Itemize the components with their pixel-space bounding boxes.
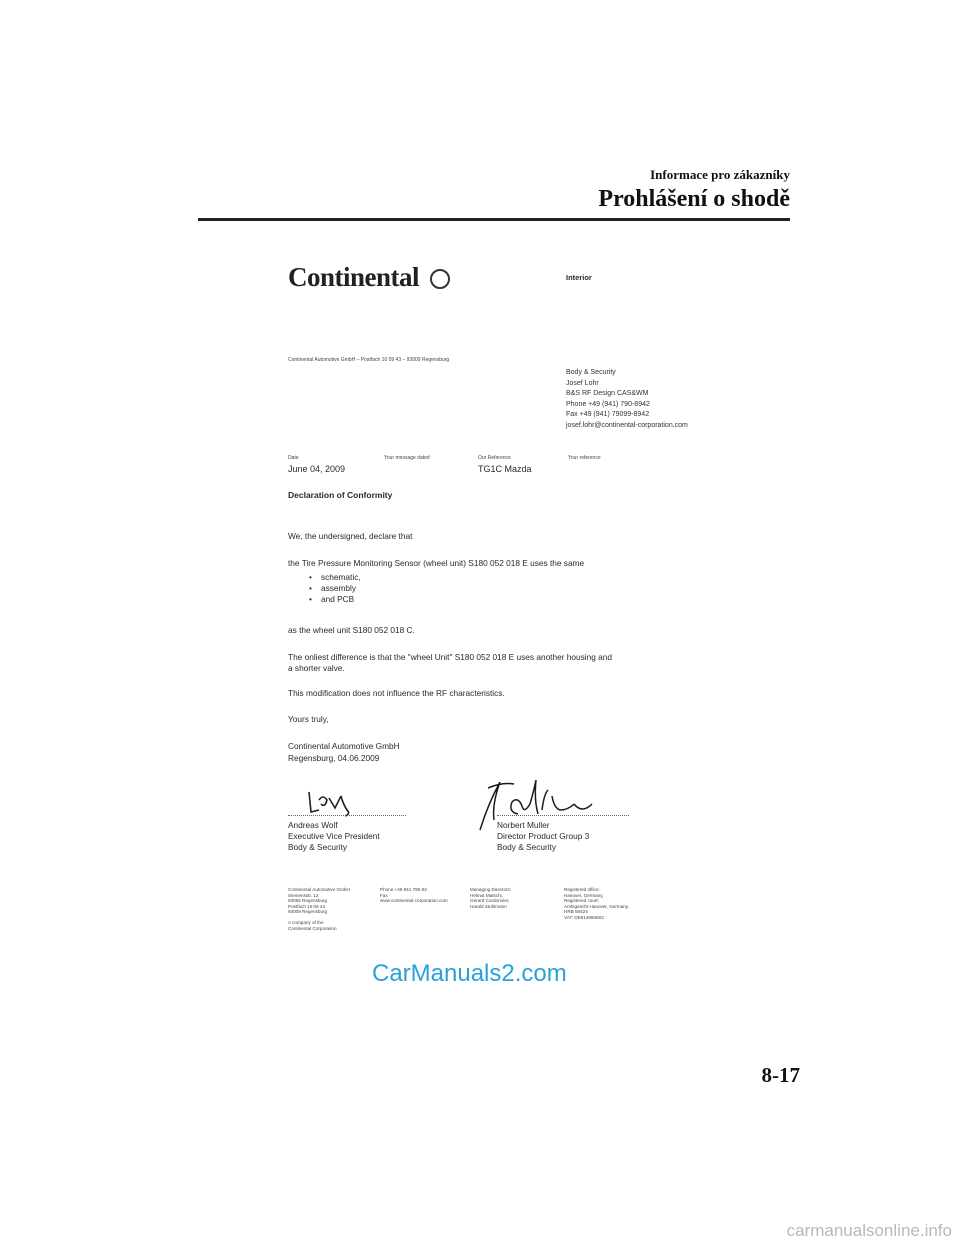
letter-subject: Declaration of Conformity [288, 490, 393, 500]
signature-left [305, 788, 355, 818]
paragraph-4-line-2: a shorter valve. [288, 663, 345, 673]
signatory-right-title: Director Product Group 3 [497, 831, 590, 841]
signature-line-left [288, 815, 406, 816]
header-divider [198, 218, 790, 221]
contact-department: Body & Security [566, 369, 616, 376]
our-reference-label: Our Reference [478, 455, 511, 461]
signatory-left-name: Andreas Wolf [288, 820, 338, 830]
list-item: • and PCB [309, 594, 361, 605]
paragraph-2: the Tire Pressure Monitoring Sensor (wheel unit) S180 052 018 E uses the same [288, 558, 585, 568]
signatory-left [288, 820, 380, 853]
company-name: Continental Automotive GmbH [288, 741, 400, 751]
closing: Yours truly, [288, 714, 329, 724]
signatory-right-name: Norbert Muller [497, 820, 550, 830]
footer-directors: Managing Directors: Helmut Matschi, Gérard Cordonnier, Harald Stuhlmann [470, 887, 512, 909]
your-message-label: Your message dated [384, 455, 430, 461]
contact-group: B&S RF Design CAS&WM [566, 390, 649, 397]
list-item: • assembly [309, 583, 361, 594]
section-label: Informace pro zákazníky [650, 167, 790, 182]
horse-emblem-icon [430, 269, 450, 289]
footer-company-address: Continental Automotive GmbH Siemensstr. 12 93055 Regensburg Postfach 10 09 43 93009 Regensburg A company of the Continental Corporation [288, 887, 350, 931]
continental-logo: Continental [288, 262, 420, 292]
signatory-right-unit: Body & Security [497, 842, 557, 852]
page-number: 8-17 [761, 1063, 800, 1087]
paragraph-4-line-1: The onliest difference is that the "wheel Unit" S180 052 018 E uses another housing and [288, 652, 612, 662]
site-watermark: carmanualsonline.info [786, 1221, 952, 1240]
list-item: • schematic, [309, 572, 361, 583]
watermark-text: CarManuals2.com [372, 960, 567, 987]
footer-registration: Registered office: Hanover, Germany, Registered court: Amtsgericht Hanover, Germany, HRB 58424 VAT: DE814960683 [564, 887, 630, 920]
division-label: Interior [566, 273, 592, 282]
sender-line: Continental Automotive GmbH – Postfach 10 09 43 – 93009 Regensburg [288, 357, 450, 363]
component-list [309, 572, 361, 605]
section-title: Prohlášení o shodě [598, 186, 790, 212]
contact-fax: Fax +49 (941) 79099-8942 [566, 411, 650, 418]
signatory-right [497, 820, 589, 853]
signature-line-right [497, 815, 629, 816]
contact-phone: Phone +49 (941) 790-8942 [566, 400, 650, 408]
footer-contact: Phone +49 941 790-02 Fax www.continental-corporation.com [380, 887, 448, 903]
contact-name: Josef Lohr [566, 379, 599, 387]
signatory-left-unit: Body & Security [288, 842, 348, 852]
signatory-left-title: Executive Vice President [288, 831, 380, 841]
paragraph-5: This modification does not influence the RF characteristics. [288, 688, 505, 698]
your-reference-label: Your reference [568, 455, 601, 461]
contact-block [566, 368, 688, 431]
paragraph-3: as the wheel unit S180 052 018 C. [288, 625, 415, 635]
our-reference-value: TG1C Mazda [478, 464, 532, 474]
place-date: Regensburg, 04.06.2009 [288, 753, 380, 763]
contact-email: josef.lohr@continental-corporation.com [566, 421, 688, 429]
letter-date: June 04, 2009 [288, 464, 346, 474]
paragraph-1: We, the undersigned, declare that [288, 531, 413, 541]
date-label: Date [288, 455, 299, 461]
